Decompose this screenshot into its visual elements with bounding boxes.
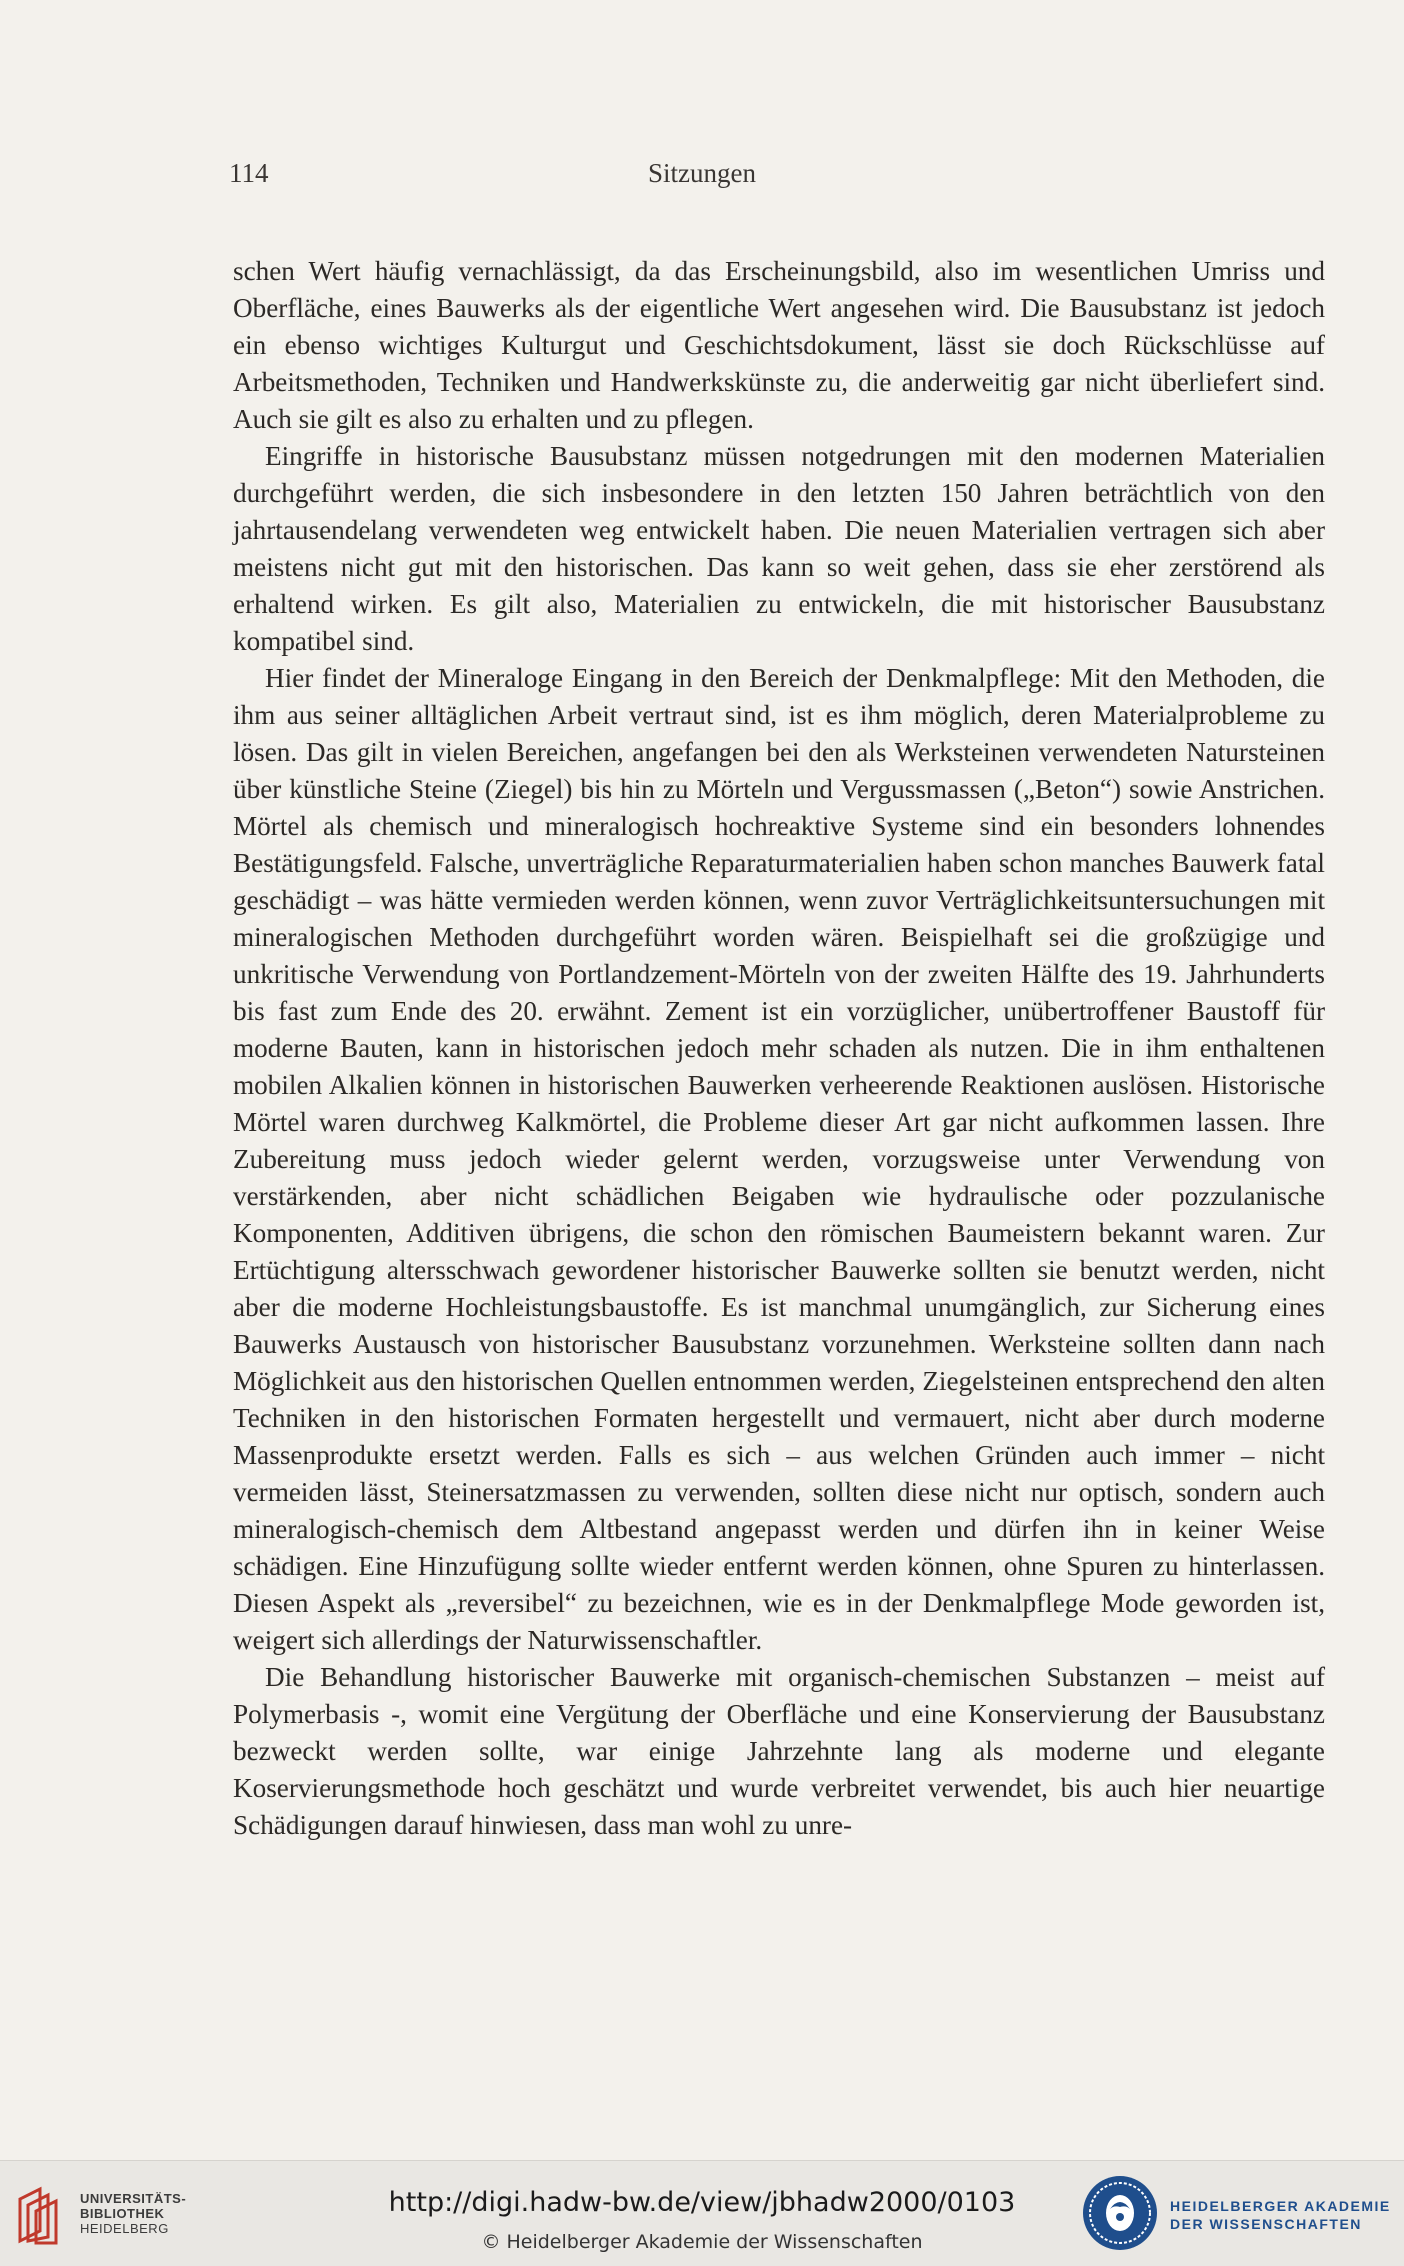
page-number: 114 (229, 158, 269, 188)
paragraph-3: Hier findet der Mineraloge Eingang in den Bereich der Denkmalpflege: Mit den Methoden, die ihm aus seiner alltäglichen Arbeit vertraut sind, ist es ihm möglich, deren Materialprobleme zu lösen. Das gilt in vielen Bereichen, angefangen bei den als Werksteinen verwendeten Natursteinen über künstliche Steine (Ziegel) bis hin zu Mörteln und Vergussmassen („Beton“) sowie Anstrichen. Mörtel als chemisch und mineralogisch hochreaktive Systeme sind ein besonders lohnendes Bestätigungsfeld. Falsche, unverträgliche Reparaturmaterialien haben schon manches Bauwerk fatal geschädigt – was hätte vermieden werden können, wenn zuvor Verträglichkeitsuntersuchungen mit mineralogischen Methoden durchgeführt worden wären. Beispielhaft sei die großzügige und unkritische Verwendung von Portlandzement-Mörteln von der zweiten Hälfte des 19. Jahrhunderts bis fast zum Ende des 20. erwähnt. Zement ist ein vorzüglicher, unübertroffener Baustoff für moderne Bauten, kann in historischen jedoch mehr schaden als nutzen. Die in ihm enthaltenen mobilen Alkalien können in historischen Bauwerken verheerende Reaktionen auslösen. Historische Mörtel waren durchweg Kalkmörtel, die Probleme dieser Art gar nicht aufkommen lassen. Ihre Zubereitung muss jedoch wieder gelernt werden, vorzugsweise unter Verwendung von verstärkenden, aber nicht schädlichen Beigaben wie hydraulische oder pozzulanische Komponenten, Additiven übrigens, die schon den römischen Baumeistern bekannt waren. Zur Ertüchtigung altersschwach gewordener historischer Bauwerke sollten sie benutzt werden, nicht aber die moderne Hochleistungsbaustoffe. Es ist manchmal unumgänglich, zur Sicherung eines Bauwerks Austausch von historischer Bausubstanz vorzunehmen. Werksteine sollten dann nach Möglichkeit aus den historischen Quellen entnommen werden, Ziegelsteinen entsprechend den alten Techniken in den historischen Formaten hergestellt und vermauert, nicht aber durch moderne Massenprodukte ersetzt werden. Falls es sich – aus welchen Gründen auch immer – nicht vermeiden lässt, Steinersatzmassen zu verwenden, sollten diese nicht nur optisch, sondern auch mineralogisch-chemisch dem Altbestand angepasst werden und dürfen ihn in keiner Weise schädigen. Eine Hinzufügung sollte wieder entfernt werden können, ohne Spuren zu hinterlassen. Diesen Aspekt als „reversibel“ zu bezeichnen, wie es in der Denkmalpflege Mode geworden ist, weigert sich allerdings der Naturwissenschaftler. (233, 663, 1325, 1655)
paragraph-1: schen Wert häufig vernachlässigt, da das Erscheinungsbild, also im wesentlichen Umriss und Oberfläche, eines Bauwerks als der eigentliche Wert angesehen wird. Die Bausubstanz ist jedoch ein ebenso wichtiges Kulturgut und Geschichtsdokument, lässt sie doch Rückschlüsse auf Arbeitsmethoden, Techniken und Handwerkskünste zu, die anderweitig gar nicht überliefert sind. Auch sie gilt es also zu erhalten und zu pflegen. (233, 256, 1325, 434)
section-title: Sitzungen (648, 158, 756, 188)
academy-seal-icon (1080, 2173, 1160, 2253)
library-line-1: UNIVERSITÄTS- (80, 2191, 187, 2206)
paragraph-4: Die Behandlung historischer Bauwerke mit organisch-chemischen Substanzen – meist auf Polymerbasis -, womit eine Vergütung der Oberfläche und eine Konservierung der Bausubstanz bezweckt werden sollte, war einige Jahrzehnte lang als moderne und elegante Koservierungsmethode hoch geschätzt und wurde verbreitet verwendet, bis auch hier neuartige Schädigungen darauf hinwiesen, dass man wohl zu unre- (233, 1662, 1325, 1840)
academy-line-2: DER WISSENSCHAFTEN (1170, 2216, 1362, 2232)
paragraph-2: Eingriffe in historische Bausubstanz müssen notgedrungen mit den modernen Materialien durchgeführt werden, die sich insbesondere in den letzten 150 Jahren beträchtlich von den jahrtausendelang verwendeten weg entwickelt haben. Die neuen Materialien vertragen sich aber meistens nicht gut mit den historischen. Das kann so weit gehen, dass sie eher zerstörend als erhaltend wirken. Es gilt also, Materialien zu entwickeln, die mit historischer Bausubstanz kompatibel sind. (233, 441, 1325, 656)
library-line-2: BIBLIOTHEK (80, 2206, 165, 2221)
running-head (0, 158, 1404, 198)
permalink-url[interactable]: http://digi.hadw-bw.de/view/jbhadw2000/0103 (388, 2187, 1016, 2218)
library-line-3: HEIDELBERG (80, 2221, 169, 2236)
academy-name (1170, 2197, 1391, 2233)
digitization-footer (0, 2160, 1404, 2266)
body-text (233, 253, 1325, 1844)
academy-logo[interactable] (1080, 2173, 1392, 2257)
copyright-notice: © Heidelberger Akademie der Wissenschaften (481, 2231, 923, 2253)
academy-line-1: HEIDELBERGER AKADEMIE (1170, 2198, 1391, 2214)
